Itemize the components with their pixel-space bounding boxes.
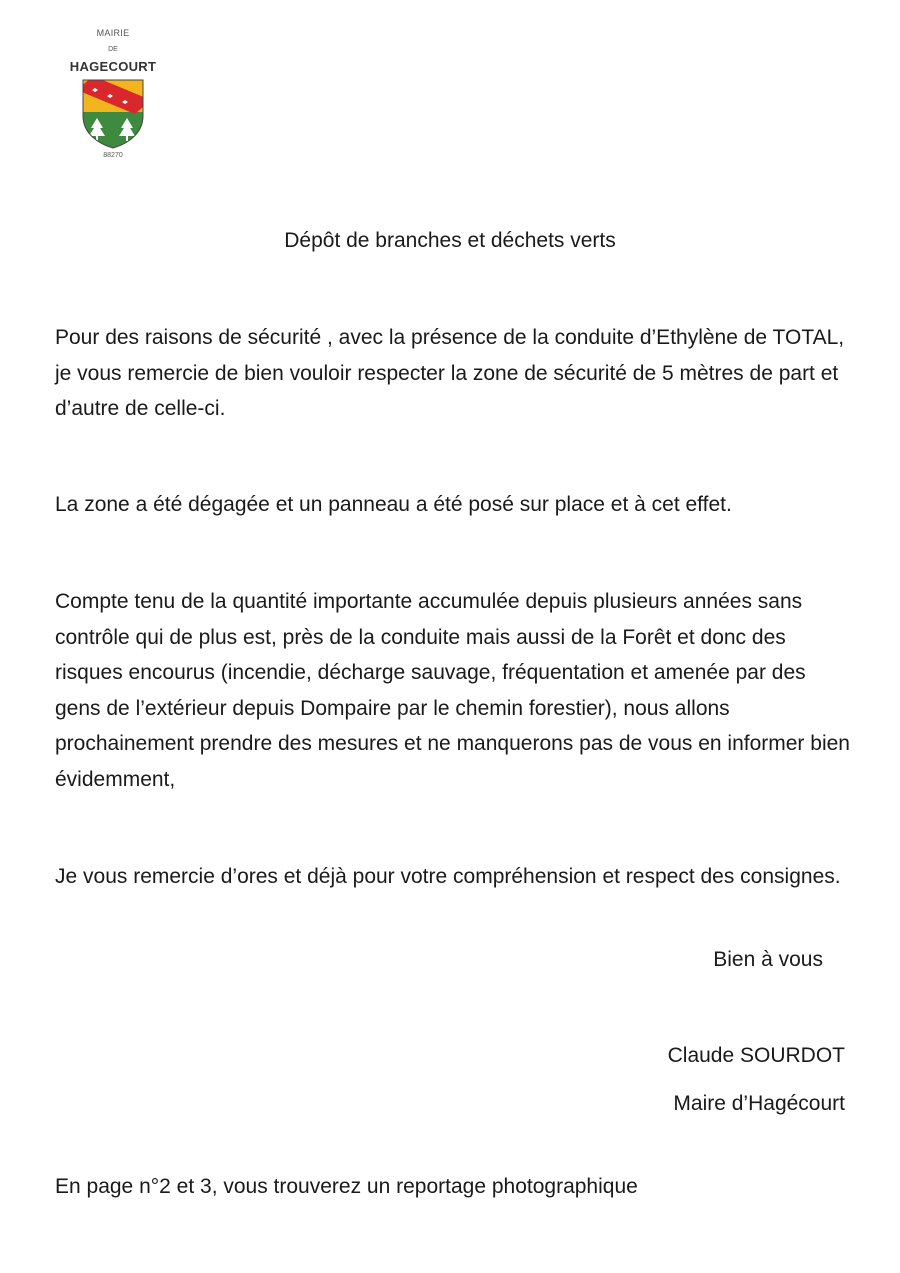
letterhead-postal-code: 88270: [103, 152, 123, 159]
letterhead-de: DE: [108, 46, 118, 53]
coat-of-arms-icon: [81, 78, 145, 150]
signatory-title: Maire d’Hagécourt: [673, 1092, 845, 1115]
signatory-name: Claude SOURDOT: [667, 1044, 845, 1067]
footer-note: En page n°2 et 3, vous trouverez un reportage photographique: [55, 1175, 638, 1198]
letterhead-town: HAGECOURT: [69, 59, 157, 74]
paragraph-thanks: Je vous remercie d’ores et déjà pour votre compréhension et respect des consignes.: [55, 865, 841, 888]
closing-salutation: Bien à vous: [713, 948, 823, 971]
letterhead: [56, 28, 170, 160]
paragraph-zone-cleared: La zone a été dégagée et un panneau a été posé sur place et à cet effet.: [55, 493, 732, 516]
paragraph-security-zone: Pour des raisons de sécurité , avec la présence de la conduite d’Ethylène de TOTAL, je vous remercie de bien vouloir respecter la zone de sécurité de 5 mètres de part et d’autre de celle-ci.: [55, 326, 845, 420]
letterhead-mairie: MAIRIE: [96, 28, 130, 38]
paragraph-measures: Compte tenu de la quantité importante accumulée depuis plusieurs années sans contrôle qui de plus est, près de la conduite mais aussi de la Forêt et donc des risques encourus (incendie, décharge sauvage, fréquentation et amenée par des gens de l’extérieur depuis Dompaire par le chemin forestier), nous allons prochainement prendre des mesures et ne manquerons pas de vous en informer bien évidemment,: [55, 590, 850, 791]
document-title: Dépôt de branches et déchets verts: [284, 229, 616, 252]
